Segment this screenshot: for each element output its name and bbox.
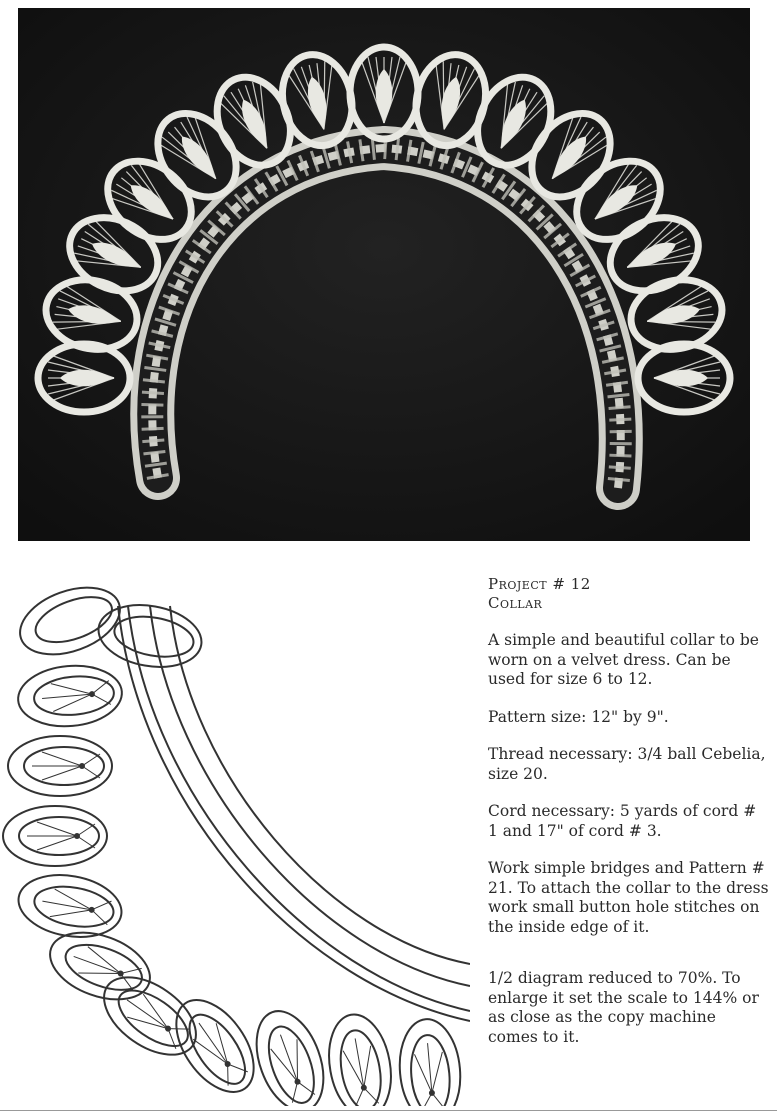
project-text-column bbox=[488, 575, 770, 1065]
pattern-loop bbox=[16, 662, 125, 731]
project-description: A simple and beautiful collar to be worn on a velvet dress. Can be used for size 6 to 12. bbox=[488, 631, 759, 688]
pattern-diagram-drawing bbox=[0, 566, 470, 1106]
project-label: Project # 12 bbox=[488, 575, 591, 593]
pattern-loop bbox=[396, 1017, 465, 1106]
pattern-loop bbox=[3, 806, 107, 866]
cord-requirement: Cord necessary: 5 yards of cord # 1 and 17" of cord # 3. bbox=[488, 802, 757, 840]
collar-pattern-diagram bbox=[0, 566, 470, 1106]
pattern-loop bbox=[14, 867, 127, 944]
collar-lace-illustration bbox=[18, 8, 750, 541]
page-bottom-rule bbox=[0, 1110, 777, 1111]
project-title: Collar bbox=[488, 594, 543, 612]
work-instructions: Work simple bridges and Pattern # 21. To attach the collar to the dress work small button hole stitches on the inside edge of it. bbox=[488, 859, 769, 936]
collar-photo bbox=[18, 8, 750, 541]
diagram-note: 1/2 diagram reduced to 70%. To enlarge it set the scale to 144% or as close as the copy machine comes to it. bbox=[488, 969, 759, 1046]
pattern-loop bbox=[321, 1010, 398, 1106]
pattern-loop bbox=[8, 736, 112, 796]
pattern-loop bbox=[11, 575, 129, 667]
pattern-loop bbox=[244, 1002, 336, 1106]
pattern-size: Pattern size: 12" by 9". bbox=[488, 707, 669, 726]
thread-requirement: Thread necessary: 3/4 ball Cebelia, size 20. bbox=[488, 745, 766, 783]
